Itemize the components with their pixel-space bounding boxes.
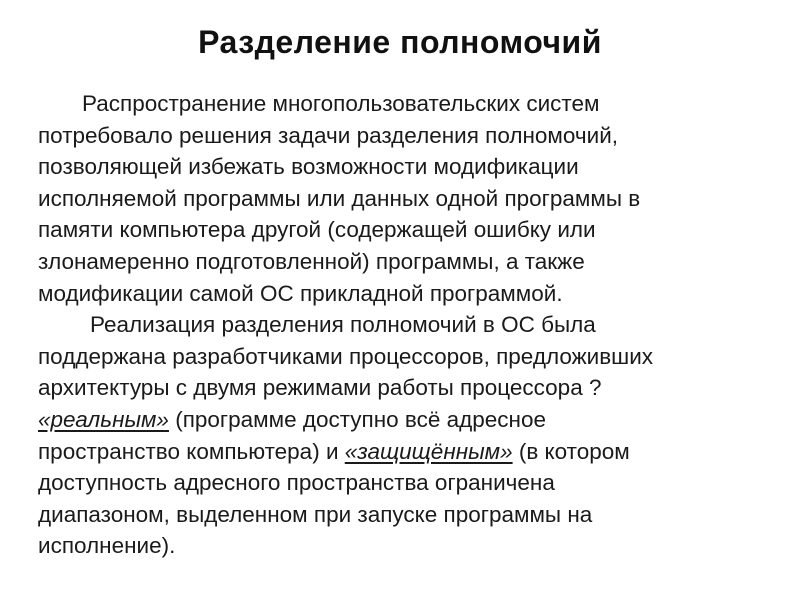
paragraph2-text: (программе доступно всё адресное	[168, 406, 547, 432]
paragraph1-line: потребовало решения задачи разделения полномочий,	[38, 122, 619, 148]
paragraph1-line: Распространение многопользовательских систем	[82, 91, 600, 116]
slide-body	[38, 88, 778, 562]
term-real-mode: «реальным»	[38, 406, 169, 432]
slide-title: Разделение полномочий	[198, 24, 602, 60]
paragraph2-line: Реализация разделения полномочий в ОС была	[90, 312, 596, 338]
paragraph2-line: диапазоном, выделенном при запуске программы на	[38, 501, 593, 527]
paragraph1-line: модификации самой ОС прикладной программой.	[38, 280, 563, 306]
paragraph2-line	[38, 404, 778, 436]
paragraph2-text: (в котором	[512, 438, 630, 464]
paragraph2-text: пространство компьютера) и	[38, 438, 345, 464]
paragraph2-line: архитектуры с двумя режимами работы процессора ?	[38, 375, 602, 401]
paragraph1-line: исполняемой программы или данных одной программы в	[38, 185, 641, 211]
paragraph1-line: памяти компьютера другой (содержащей ошибку или	[38, 217, 596, 243]
paragraph2-line: доступность адресного пространства ограничена	[38, 470, 555, 496]
paragraph2-line: исполнение).	[38, 533, 176, 559]
term-protected-mode: «защищённым»	[344, 438, 513, 464]
paragraph2-line: поддержана разработчиками процессоров, предложивших	[38, 343, 654, 369]
paragraph2-line	[38, 436, 778, 468]
paragraph1-line: злонамеренно подготовленной) программы, а также	[38, 248, 585, 274]
paragraph1-line: позволяющей избежать возможности модификации	[38, 154, 579, 180]
